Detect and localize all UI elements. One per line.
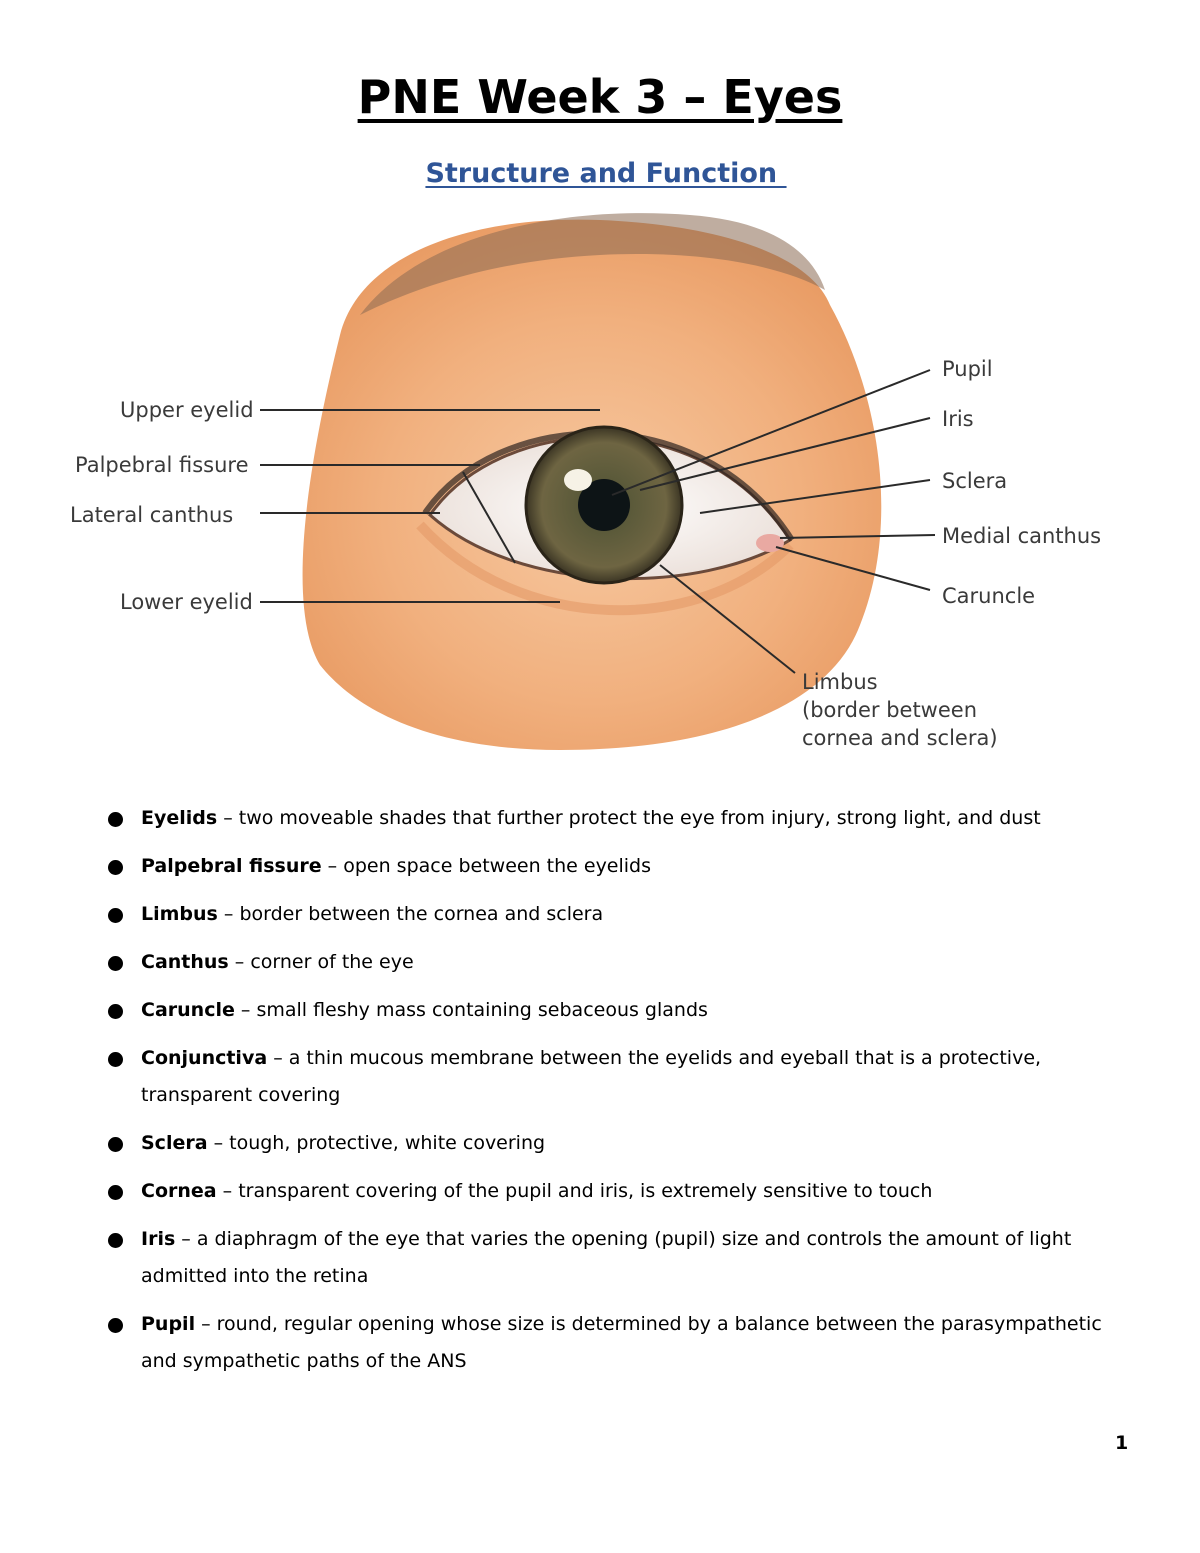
label-upper-eyelid: Upper eyelid <box>120 398 254 422</box>
list-item <box>108 1306 1118 1380</box>
definition-text: – border between the cornea and sclera <box>217 903 604 925</box>
bullet-icon <box>108 1318 123 1333</box>
bullet-icon <box>108 1185 123 1200</box>
page-title: PNE Week 3 – Eyes <box>357 70 843 124</box>
definition-term: Caruncle <box>141 999 235 1021</box>
bullet-icon <box>108 812 123 827</box>
caruncle-shape <box>756 534 784 552</box>
list-item <box>108 1040 1118 1114</box>
definition-term: Canthus <box>141 951 229 973</box>
list-item <box>108 992 1118 1029</box>
label-palpebral-fissure: Palpebral fissure <box>75 453 249 477</box>
bullet-icon <box>108 1004 123 1019</box>
eye-highlight <box>564 469 592 491</box>
label-caruncle: Caruncle <box>942 584 1036 608</box>
label-lateral-canthus: Lateral canthus <box>70 503 234 527</box>
label-iris: Iris <box>942 407 974 431</box>
bullet-icon <box>108 956 123 971</box>
definition-term: Iris <box>141 1228 176 1250</box>
list-item <box>108 1221 1118 1295</box>
label-pupil: Pupil <box>942 357 993 381</box>
label-lower-eyelid: Lower eyelid <box>120 590 253 614</box>
page-number: 1 <box>1115 1432 1129 1454</box>
definition-text: – a diaphragm of the eye that varies the opening (pupil) size and controls the amount of light admitted into the retina <box>141 1228 1072 1287</box>
list-item <box>108 800 1118 837</box>
label-medial-canthus: Medial canthus <box>942 524 1102 548</box>
definition-term: Conjunctiva <box>141 1047 268 1069</box>
definition-text: – two moveable shades that further protect the eye from injury, strong light, and dust <box>217 807 1041 829</box>
definition-text: – a thin mucous membrane between the eyelids and eyeball that is a protective, transparent covering <box>141 1047 1042 1106</box>
label-limbus-detail-1: (border between <box>802 698 978 722</box>
definition-term: Pupil <box>141 1313 196 1335</box>
section-heading: Structure and Function <box>425 158 787 189</box>
list-item <box>108 1125 1118 1162</box>
label-sclera: Sclera <box>942 469 1008 493</box>
list-item <box>108 848 1118 885</box>
bullet-icon <box>108 1052 123 1067</box>
definition-text: – round, regular opening whose size is determined by a balance between the parasympathetic and sympathetic paths of the ANS <box>141 1313 1102 1372</box>
definitions-list <box>108 800 1118 1391</box>
list-item <box>108 1173 1118 1210</box>
definition-term: Limbus <box>141 903 218 925</box>
definition-text: – corner of the eye <box>228 951 414 973</box>
bullet-icon <box>108 1233 123 1248</box>
bullet-icon <box>108 860 123 875</box>
label-limbus: Limbus <box>802 670 878 694</box>
definition-term: Cornea <box>141 1180 217 1202</box>
label-limbus-detail-2: cornea and sclera) <box>802 726 998 750</box>
definition-term: Eyelids <box>141 807 218 829</box>
definition-text: – open space between the eyelids <box>321 855 652 877</box>
definition-text: – transparent covering of the pupil and iris, is extremely sensitive to touch <box>216 1180 933 1202</box>
definition-text: – tough, protective, white covering <box>207 1132 546 1154</box>
eye-anatomy-diagram <box>0 195 1200 765</box>
list-item <box>108 896 1118 933</box>
definition-term: Sclera <box>141 1132 208 1154</box>
definition-term: Palpebral fissure <box>141 855 322 877</box>
list-item <box>108 944 1118 981</box>
bullet-icon <box>108 1137 123 1152</box>
bullet-icon <box>108 908 123 923</box>
definition-text: – small fleshy mass containing sebaceous glands <box>234 999 708 1021</box>
